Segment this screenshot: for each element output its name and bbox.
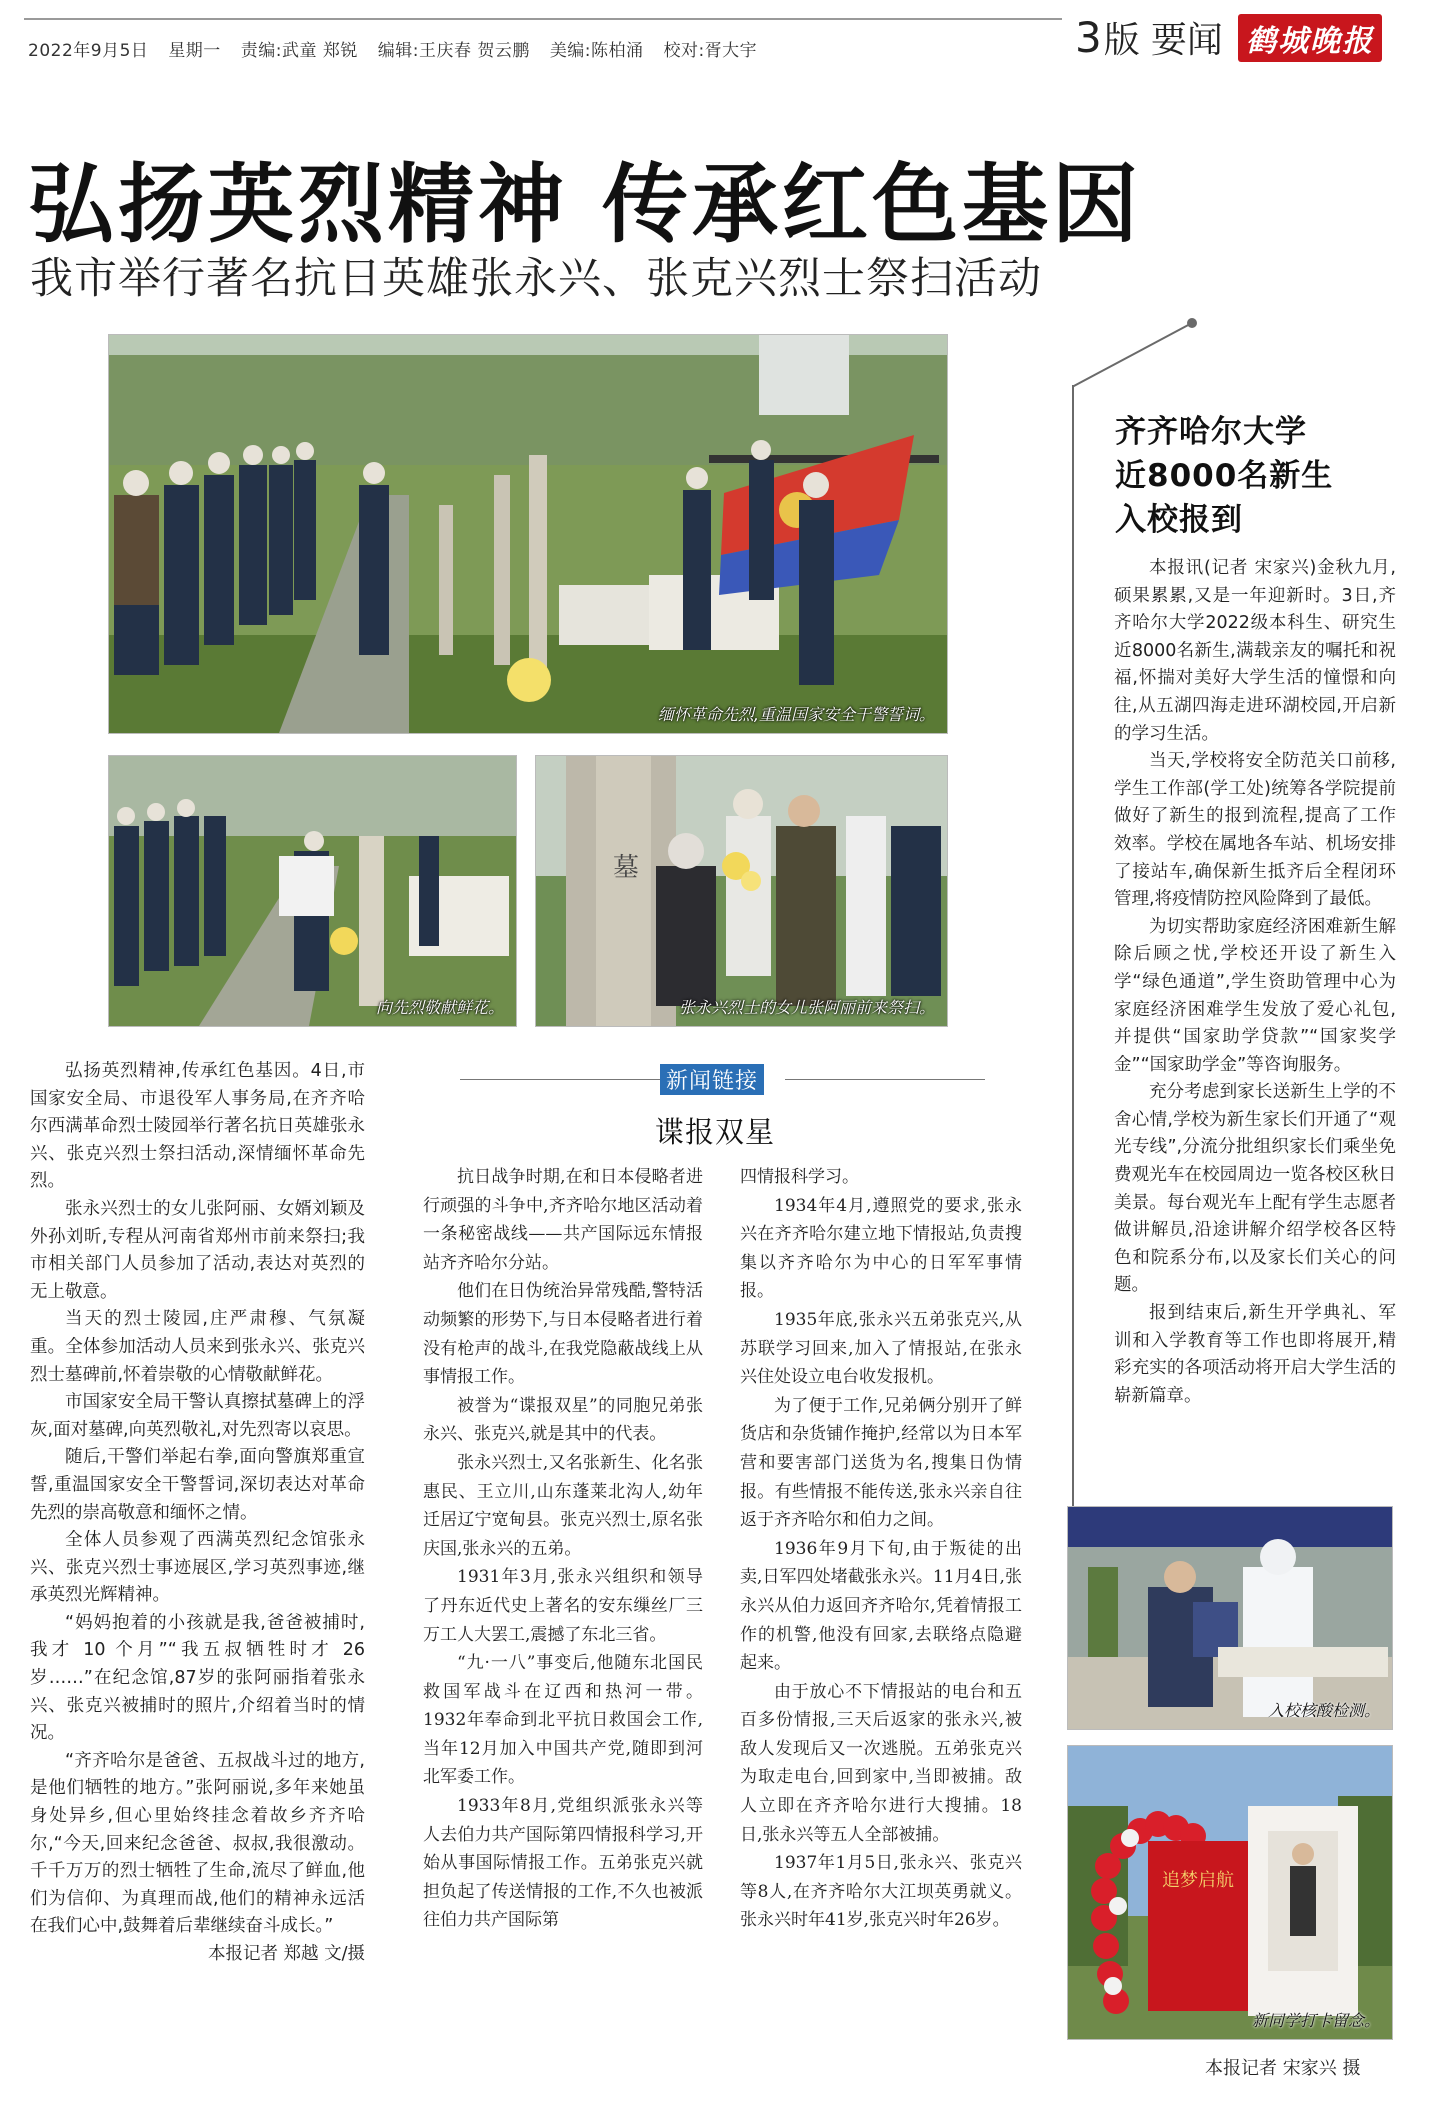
news-link-paragraph: 1933年8月,党组织派张永兴等人去伯力共产国际第四情报科学习,开始从事国际情报工作。五弟张克兴就担负起了传送情报的工作,不久也被派往伯力共产国际第	[423, 1796, 703, 1931]
sidebar-paragraph: 报到结束后,新生开学典礼、军训和入学教育等工作也即将展开,精彩充实的各项活动将开启大学生活的崭新篇章。	[1114, 1303, 1396, 1406]
page-label	[1075, 12, 1415, 62]
header-proofreader: 校对:胥大宇	[663, 41, 758, 61]
news-link-paragraph: 他们在日伪统治异常残酷,警特活动频繁的形势下,与日本侵略者进行着没有枪声的战斗,在我党隐蔽战线上从事情报工作。	[423, 1281, 703, 1388]
article-paragraph: “妈妈抱着的小孩就是我,爸爸被捕时,我才 10 个月”“我五叔牺牲时才 26 岁……”在纪念馆,87岁的张阿丽指着张永兴、张克兴被捕时的照片,介绍着当时的情况。	[30, 1612, 365, 1744]
header-chief-editors: 责编:武童 郑锐	[240, 41, 358, 61]
news-link-paragraph: 张永兴烈士,又名张新生、化名张惠民、王立川,山东蓬莱北沟人,幼年迁居辽宁宽甸县。张克兴烈士,原名张庆国,张永兴的五弟。	[423, 1452, 703, 1559]
sidebar-paragraph: 充分考虑到家长送新生上学的不舍心情,学校为新生家长们开通了“观光专线”,分流分批组织家长们乘坐免费观光车在校园周边一览各校区秋日美景。每台观光车上配有学生志愿者做讲解员,沿途讲解介绍学校各区特色和院系分布,以及家长们关心的问题。	[1114, 1082, 1396, 1296]
news-link-column-2	[740, 1163, 1022, 1935]
news-link-paragraph: 被誉为“谍报双星”的同胞兄弟张永兴、张克兴,就是其中的代表。	[423, 1395, 703, 1445]
flowers-photo-caption: 向先烈敬献鲜花。	[375, 998, 504, 1017]
article-paragraph: 市国家安全局干警认真擦拭墓碑上的浮灰,面对墓碑,向英烈敬礼,对先烈寄以哀思。	[30, 1392, 365, 1440]
daughter-photo-caption: 张永兴烈士的女儿张阿丽前来祭扫。	[678, 998, 935, 1017]
sidebar-title-line: 入校报到	[1115, 502, 1243, 538]
sidebar-vertical-rule	[1072, 385, 1074, 1535]
main-photo-caption: 缅怀革命先烈,重温国家安全干警誓词。	[657, 705, 935, 724]
article-paragraph: 当天的烈士陵园,庄严肃穆、气氛凝重。全体参加活动人员来到张永兴、张克兴烈士墓碑前,怀着崇敬的心情敬献鲜花。	[30, 1309, 365, 1385]
sidebar-paragraph: 为切实帮助家庭经济困难新生解除后顾之忧,学校还开设了新生入学“绿色通道”,学生资助管理中心为家庭经济困难学生发放了爱心礼包,并提供“国家助学贷款”“国家奖学金”“国家助学金”等咨询服务。	[1114, 916, 1396, 1075]
nucleic-test-image	[1068, 1507, 1392, 1729]
subheadline: 我市举行著名抗日英雄张永兴、张克兴烈士祭扫活动	[30, 254, 1042, 304]
news-link-tag: 新闻链接	[660, 1064, 764, 1095]
daughter-tribute-image	[536, 756, 947, 1026]
news-link-paragraph: “九·一八”事变后,他随东北国民救国军战斗在辽西和热河一带。1932年奉命到北平抗日救国会工作,当年12月加入中国共产党,随即到河北军委工作。	[423, 1653, 703, 1788]
news-link-paragraph: 1931年3月,张永兴组织和领导了丹东近代史上著名的安东缫丝厂三万工人大罢工,震撼了东北三省。	[423, 1567, 703, 1645]
checkin-caption: 新同学打卡留念。	[1251, 2011, 1380, 2030]
page-unit: 版	[1103, 20, 1140, 61]
checkin-souvenir-image	[1068, 1746, 1392, 2039]
news-link-rule-right	[785, 1079, 985, 1080]
tombstone-engraving: 墓	[612, 853, 640, 883]
sidebar-title	[1115, 410, 1333, 542]
article-paragraph: “齐齐哈尔是爸爸、五叔战斗过的地方,是他们牺牲的地方。”张阿丽说,多年来她虽身处异乡,但心里始终挂念着故乡齐齐哈尔,“今天,回来纪念爸爸、叔叔,我很激动。千千万万的烈士牺牲了生命,流尽了鲜血,他们为信仰、为真理而战,他们的精神永远活在我们心中,鼓舞着后辈继续奋斗成长。”	[30, 1750, 365, 1937]
news-link-paragraph: 1934年4月,遵照党的要求,张永兴在齐齐哈尔建立地下情报站,负责搜集以齐齐哈尔为中心的日军军事情报。	[740, 1195, 1022, 1302]
header-editors: 编辑:王庆春 贺云鹏	[377, 41, 530, 61]
paper-logo: 鹤城晚报	[1238, 14, 1382, 62]
news-link-paragraph: 四情报科学习。	[740, 1167, 859, 1187]
article-column	[30, 1058, 365, 1969]
checkin-board-text: 追梦启航	[1162, 1870, 1234, 1891]
cemetery-ceremony-image	[109, 335, 947, 733]
page-section: 要闻	[1150, 20, 1223, 61]
top-rule	[24, 18, 1062, 20]
header-art-editor: 美编:陈柏涌	[549, 41, 644, 61]
nucleic-test-photo	[1067, 1506, 1393, 1730]
news-link-paragraph: 1935年底,张永兴五弟张克兴,从苏联学习回来,加入了情报站,在张永兴住处设立电台收发报机。	[740, 1309, 1022, 1388]
article-paragraph: 张永兴烈士的女儿张阿丽、女婿刘颖及外孙刘昕,专程从河南省郑州市前来祭扫;我市相关部门人员参加了活动,表达对英烈的无上敬意。	[30, 1198, 365, 1302]
nucleic-test-caption: 入校核酸检测。	[1267, 1701, 1380, 1720]
flowers-photo	[108, 755, 517, 1027]
news-link-paragraph: 抗日战争时期,在和日本侵略者进行顽强的斗争中,齐齐哈尔地区活动着一条秘密战线——共产国际远东情报站齐齐哈尔分站。	[423, 1167, 703, 1273]
news-link-rule-left	[460, 1079, 660, 1080]
article-paragraph: 全体人员参观了西满英烈纪念馆张永兴、张克兴烈士事迹展区,学习英烈事迹,继承英烈光辉精神。	[30, 1530, 365, 1606]
sidebar-paragraph: 本报讯(记者 宋家兴)金秋九月,硕果累累,又是一年迎新时。3日,齐齐哈尔大学2022级本科生、研究生近8000名新生,满载亲友的嘱托和祝福,怀揣对美好大学生活的憧憬和向往,从五湖四海走进环湖校园,开启新的学习生活。	[1114, 558, 1396, 744]
sidebar-title-line: 齐齐哈尔大学	[1115, 414, 1307, 450]
news-link-title: 谍报双星	[655, 1115, 776, 1149]
sidebar-article	[1114, 555, 1396, 1410]
sidebar-paragraph: 当天,学校将安全防范关口前移,学生工作部(学工处)统筹各学院提前做好了新生的报到流程,提高了工作效率。学校在属地各车站、机场安排了接站车,确保新生抵齐后全程闭环管理,将疫情防控风险降到了最低。	[1114, 751, 1396, 910]
news-link-paragraph: 1936年9月下旬,由于叛徒的出卖,日军四处堵截张永兴。11月4日,张永兴从伯力返回齐齐哈尔,凭着情报工作的机警,他没有回家,去联络点隐避起来。	[740, 1538, 1022, 1674]
daughter-photo	[535, 755, 948, 1027]
article-byline: 本报记者 郑越 文/摄	[207, 1944, 365, 1964]
sidebar-photo-byline: 本报记者 宋家兴 摄	[1205, 2058, 1361, 2079]
article-paragraph: 弘扬英烈精神,传承红色基因。4日,市国家安全局、市退役军人事务局,在齐齐哈尔西满革命烈士陵园举行著名抗日英雄张永兴、张克兴烈士祭扫活动,深情缅怀革命先烈。	[30, 1061, 365, 1192]
flowers-tribute-image	[109, 756, 516, 1026]
page-number: 3	[1075, 13, 1102, 62]
article-paragraph: 随后,干警们举起右拳,面向警旗郑重宣誓,重温国家安全干警誓词,深切表达对革命先烈的崇高敬意和缅怀之情。	[30, 1447, 365, 1523]
news-link-paragraph: 由于放心不下情报站的电台和五百多份情报,三天后返家的张永兴,被敌人发现后又一次逃脱。五弟张克兴为取走电台,回到家中,当即被捕。敌人立即在齐齐哈尔进行大搜捕。18日,张永兴等五人全部被捕。	[740, 1681, 1022, 1845]
checkin-photo	[1067, 1745, 1393, 2040]
main-photo	[108, 334, 948, 734]
header-meta	[28, 36, 771, 61]
header-weekday: 星期一	[168, 41, 221, 61]
headline: 弘扬英烈精神 传承红色基因	[28, 155, 1142, 255]
sidebar-title-line: 近8000名新生	[1115, 458, 1334, 494]
sidebar-connector-line	[1072, 315, 1202, 395]
news-link-column-1	[423, 1163, 703, 1935]
header-date: 2022年9月5日	[28, 41, 149, 61]
news-link-paragraph: 1937年1月5日,张永兴、张克兴等8人,在齐齐哈尔大江坝英勇就义。张永兴时年41岁,张克兴时年26岁。	[740, 1853, 1022, 1931]
news-link-paragraph: 为了便于工作,兄弟俩分别开了鲜货店和杂货铺作掩护,经常以为日本军营和要害部门送货为名,搜集日伪情报。有些情报不能传送,张永兴亲自往返于齐齐哈尔和伯力之间。	[740, 1395, 1022, 1531]
